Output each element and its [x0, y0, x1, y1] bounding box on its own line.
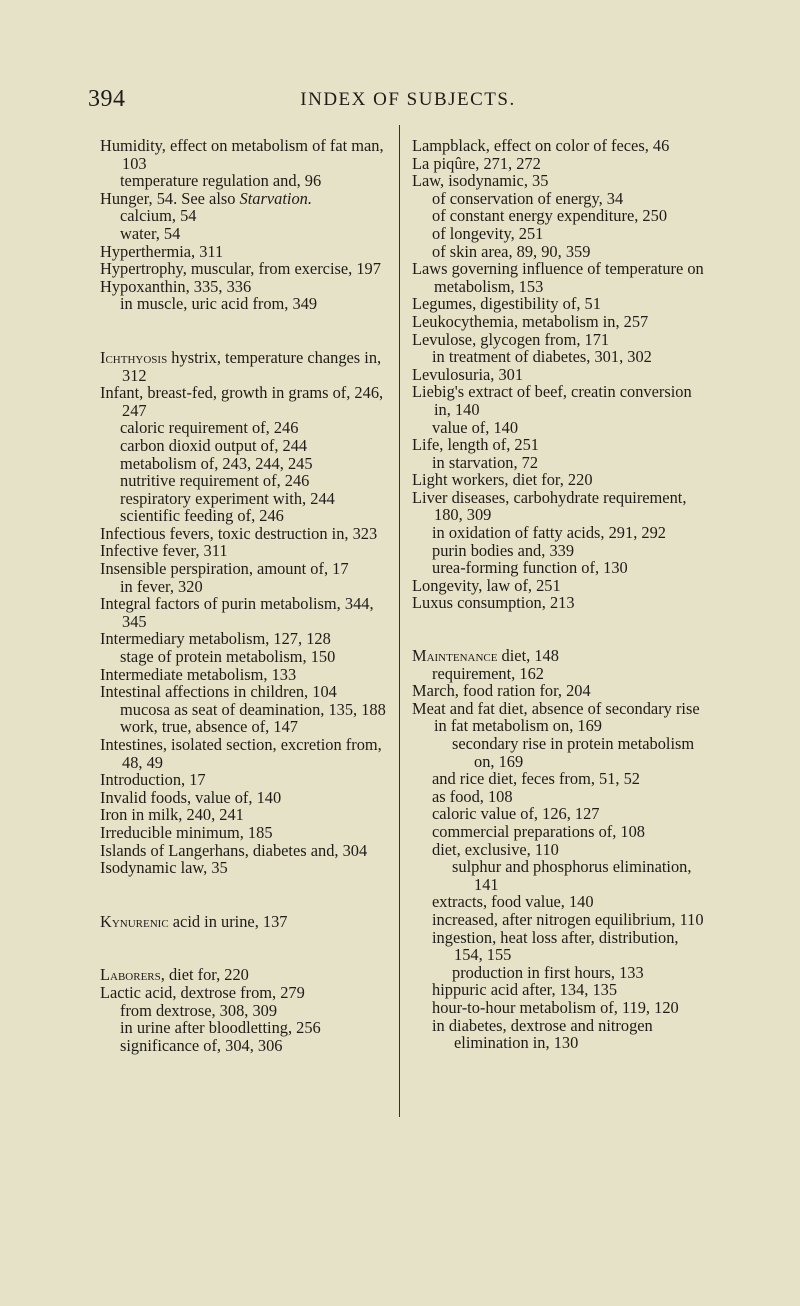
entry-text: Hunger, 54. See also — [100, 188, 240, 208]
index-entry — [412, 172, 707, 190]
entry-text: Intestines, isolated section, excretion from, 48, 49 — [100, 735, 382, 772]
entry-text: purin bodies and, 339 — [432, 540, 575, 560]
entry-text: hystrix, temperature changes in, 312 — [122, 347, 382, 385]
section-initial-word: Laborers — [100, 965, 161, 985]
index-subentry — [100, 225, 392, 243]
entry-text: Liver diseases, carbohydrate requirement, 180, 309 — [412, 487, 687, 525]
index-subentry — [412, 929, 707, 964]
index-entry — [412, 471, 707, 489]
index-entry — [100, 789, 392, 807]
index-entry — [412, 331, 707, 349]
index-entry — [100, 842, 392, 860]
index-entry — [100, 630, 392, 648]
entry-text: Insensible perspiration, amount of, 17 — [100, 559, 349, 579]
index-entry — [412, 436, 707, 454]
entry-text: Laws governing influence of temperature on metabolism, 153 — [412, 259, 704, 296]
entry-text: Levulosuria, 301 — [412, 364, 524, 384]
entry-text: Liebig's extract of beef, creatin conversion in, 140 — [412, 382, 692, 419]
index-entry — [100, 666, 392, 684]
index-entry — [100, 560, 392, 578]
index-entry — [412, 577, 707, 595]
index-subentry — [100, 1019, 392, 1037]
entry-text: in fever, 320 — [120, 576, 203, 596]
index-entry — [100, 525, 392, 543]
entry-text: scientific feeding of, 246 — [120, 506, 284, 526]
entry-text: in starvation, 72 — [432, 452, 539, 472]
entry-text: Hypoxanthin, 335, 336 — [100, 276, 252, 296]
index-subentry — [412, 1017, 707, 1052]
entry-text: La piqûre, 271, 272 — [412, 153, 541, 173]
index-subentry — [412, 770, 707, 788]
index-entry — [412, 489, 707, 524]
entry-text: Infant, breast-fed, growth in grams of, 246, 247 — [100, 383, 384, 420]
index-subentry — [412, 805, 707, 823]
entry-text: and rice diet, feces from, 51, 52 — [432, 769, 640, 789]
index-entry — [100, 806, 392, 824]
entry-text: Hyperthermia, 311 — [100, 241, 224, 261]
entry-text: Invalid foods, value of, 140 — [100, 787, 282, 807]
index-entry — [100, 966, 392, 984]
column-divider — [399, 125, 400, 1117]
entry-text: caloric requirement of, 246 — [120, 418, 299, 438]
entry-text: commercial preparations of, 108 — [432, 821, 645, 841]
index-subentry — [100, 437, 392, 455]
entry-text: secondary rise in protein metabolism on, 169 — [452, 734, 695, 771]
index-entry — [412, 647, 707, 665]
entry-text: mucosa as seat of deamination, 135, 188 — [120, 699, 386, 719]
index-subentry — [412, 823, 707, 841]
section-initial-word: Ichthyosis — [100, 347, 168, 367]
entry-text: in oxidation of fatty acids, 291, 292 — [432, 523, 666, 543]
entry-text: Irreducible minimum, 185 — [100, 822, 273, 842]
index-subentry — [412, 893, 707, 911]
page-number: 394 — [88, 86, 126, 112]
index-entry — [100, 736, 392, 771]
entry-text: Isodynamic law, 35 — [100, 858, 228, 878]
entry-text: sulphur and phosphorus elimination, 141 — [452, 857, 692, 894]
entry-text: in diabetes, dextrose and nitrogen elimination in, 130 — [432, 1015, 653, 1053]
index-subentry — [100, 507, 392, 525]
index-subentry — [100, 578, 392, 596]
entry-text: requirement, 162 — [432, 663, 544, 683]
index-entry — [412, 260, 707, 295]
entry-text: increased, after nitrogen equilibrium, 110 — [432, 909, 704, 929]
index-entry — [100, 859, 392, 877]
index-entry — [100, 137, 392, 172]
index-entry — [100, 824, 392, 842]
entry-text: Humidity, effect on metabolism of fat man, 103 — [100, 136, 384, 173]
entry-text: Longevity, law of, 251 — [412, 575, 561, 595]
entry-text: Islands of Langerhans, diabetes and, 304 — [100, 840, 368, 860]
index-subentry — [412, 348, 707, 366]
index-subentry — [412, 665, 707, 683]
entry-text: Hypertrophy, muscular, from exercise, 197 — [100, 259, 381, 279]
entry-text: in treatment of diabetes, 301, 302 — [432, 347, 652, 367]
index-entry — [100, 984, 392, 1002]
index-entry — [412, 313, 707, 331]
entry-text: of constant energy expenditure, 250 — [432, 206, 668, 226]
index-entry — [412, 682, 707, 700]
index-subentry — [100, 1002, 392, 1020]
index-entry — [100, 542, 392, 560]
index-subentry — [412, 243, 707, 261]
index-subentry — [100, 172, 392, 190]
entry-text: Lampblack, effect on color of feces, 46 — [412, 136, 670, 155]
index-subentry — [412, 858, 707, 893]
entry-text: significance of, 304, 306 — [120, 1035, 283, 1055]
entry-text: Integral factors of purin metabolism, 344, 345 — [100, 594, 374, 631]
entry-text: March, food ration for, 204 — [412, 681, 591, 701]
index-subentry — [412, 559, 707, 577]
index-subentry — [412, 788, 707, 806]
entry-text: Intermediate metabolism, 133 — [100, 664, 297, 684]
entry-text: Iron in milk, 240, 241 — [100, 805, 244, 825]
entry-text: Introduction, 17 — [100, 770, 206, 790]
index-subentry — [100, 472, 392, 490]
entry-text: Life, length of, 251 — [412, 435, 539, 455]
index-entry — [100, 913, 392, 931]
entry-text: Light workers, diet for, 220 — [412, 470, 593, 490]
entry-text: Intestinal affections in children, 104 — [100, 682, 337, 702]
index-column-left — [100, 137, 392, 1054]
index-subentry — [100, 701, 392, 719]
entry-text: water, 54 — [120, 223, 181, 243]
index-subentry — [100, 648, 392, 666]
entry-text: Leukocythemia, metabolism in, 257 — [412, 311, 649, 331]
entry-text: of skin area, 89, 90, 359 — [432, 241, 591, 261]
index-subentry — [412, 225, 707, 243]
entry-text: Law, isodynamic, 35 — [412, 171, 549, 191]
entry-text: Lactic acid, dextrose from, 279 — [100, 982, 305, 1002]
section-initial-word: Maintenance — [412, 646, 498, 666]
index-entry — [412, 700, 707, 735]
entry-text: , diet for, 220 — [160, 965, 249, 985]
entry-text: Infectious fevers, toxic destruction in, 323 — [100, 523, 378, 543]
index-entry — [100, 683, 392, 701]
entry-text: Infective fever, 311 — [100, 541, 228, 561]
index-entry — [412, 366, 707, 384]
index-subentry — [412, 981, 707, 999]
entry-text: nutritive requirement of, 246 — [120, 471, 310, 491]
index-entry — [100, 771, 392, 789]
entry-text: value of, 140 — [432, 417, 519, 437]
entry-text: in urine after bloodletting, 256 — [120, 1018, 321, 1038]
entry-text: ingestion, heat loss after, distribution, 154, 155 — [432, 927, 679, 965]
index-entry — [100, 278, 392, 296]
index-subentry — [412, 419, 707, 437]
index-subentry — [412, 911, 707, 929]
index-subentry — [412, 524, 707, 542]
index-entry — [100, 595, 392, 630]
entry-text: hour-to-hour metabolism of, 119, 120 — [432, 997, 679, 1017]
entry-text: Meat and fat diet, absence of secondary rise in fat metabolism on, 169 — [412, 698, 700, 736]
entry-text: stage of protein metabolism, 150 — [120, 647, 336, 667]
index-entry — [100, 384, 392, 419]
index-subentry — [412, 735, 707, 770]
index-subentry — [100, 455, 392, 473]
index-subentry — [100, 718, 392, 736]
index-subentry — [100, 1037, 392, 1055]
page-header — [88, 86, 728, 120]
entry-text: metabolism of, 243, 244, 245 — [120, 453, 313, 473]
index-subentry — [412, 999, 707, 1017]
index-entry — [100, 260, 392, 278]
entry-text: caloric value of, 126, 127 — [432, 804, 600, 824]
index-subentry — [412, 841, 707, 859]
entry-text: diet, 148 — [497, 646, 559, 666]
entry-text: work, true, absence of, 147 — [120, 717, 298, 737]
index-subentry — [412, 454, 707, 472]
index-entry — [412, 295, 707, 313]
entry-text: in muscle, uric acid from, 349 — [120, 294, 318, 314]
entry-text: Legumes, digestibility of, 51 — [412, 294, 601, 314]
index-entry — [100, 190, 392, 208]
entry-text: carbon dioxid output of, 244 — [120, 435, 308, 455]
entry-text: urea-forming function of, 130 — [432, 558, 628, 578]
entry-text: Levulose, glycogen from, 171 — [412, 329, 610, 349]
index-subentry — [412, 964, 707, 982]
index-subentry — [100, 490, 392, 508]
section-initial-word: Kynurenic — [100, 911, 169, 931]
entry-text: as food, 108 — [432, 786, 513, 806]
index-entry — [412, 594, 707, 612]
cross-reference: Starvation. — [239, 188, 312, 208]
entry-text: of conservation of energy, 34 — [432, 188, 624, 208]
index-subentry — [100, 419, 392, 437]
entry-text: calcium, 54 — [120, 206, 197, 226]
running-head: INDEX OF SUBJECTS. — [300, 89, 516, 110]
index-subentry — [100, 295, 392, 313]
index-subentry — [412, 542, 707, 560]
index-entry — [100, 243, 392, 261]
entry-text: production in first hours, 133 — [452, 962, 644, 982]
index-column-right — [412, 137, 707, 1052]
entry-text: of longevity, 251 — [432, 223, 544, 243]
entry-text: extracts, food value, 140 — [432, 892, 594, 912]
index-entry — [412, 383, 707, 418]
entry-text: temperature regulation and, 96 — [120, 171, 322, 191]
index-entry — [412, 137, 707, 155]
entry-text: acid in urine, 137 — [168, 911, 288, 931]
entry-text: respiratory experiment with, 244 — [120, 488, 335, 508]
entry-text: hippuric acid after, 134, 135 — [432, 980, 618, 1000]
index-subentry — [100, 207, 392, 225]
index-entry — [412, 155, 707, 173]
entry-text: Luxus consumption, 213 — [412, 593, 575, 613]
index-subentry — [412, 207, 707, 225]
entry-text: from dextrose, 308, 309 — [120, 1000, 278, 1020]
entry-text: Intermediary metabolism, 127, 128 — [100, 629, 331, 649]
index-subentry — [412, 190, 707, 208]
index-entry — [100, 349, 392, 384]
entry-text: diet, exclusive, 110 — [432, 839, 559, 859]
